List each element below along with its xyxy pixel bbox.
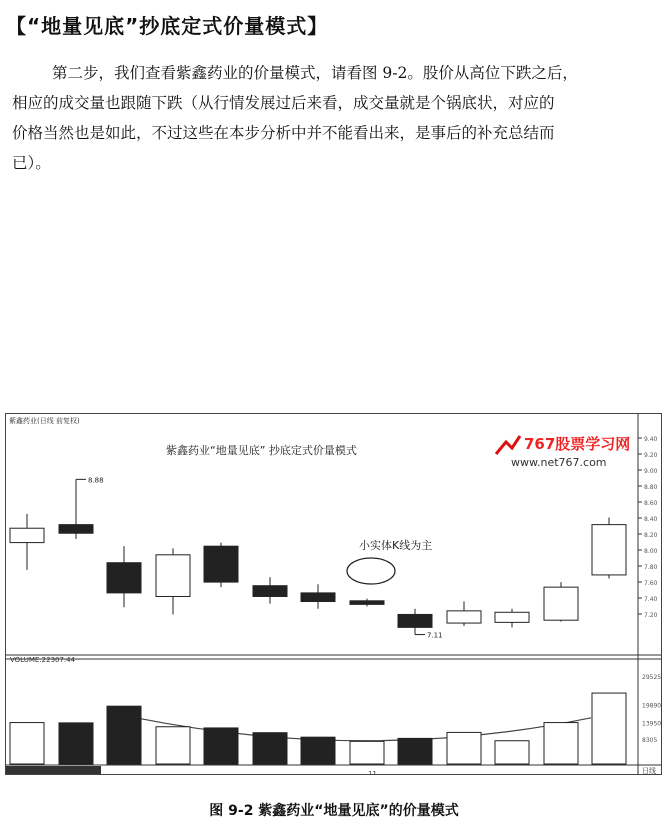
candle-body bbox=[495, 612, 529, 622]
volume-tick-label: 19890 bbox=[642, 702, 661, 710]
paragraph-line-3: 价格当然也是如此，不过这些在本步分析中并不能看出来，是事后的补充总结而 bbox=[12, 124, 555, 142]
candle bbox=[107, 546, 141, 607]
candle bbox=[253, 577, 287, 604]
scrollbar-thumb bbox=[6, 766, 101, 774]
price-tick-label: 9.40 bbox=[644, 436, 658, 443]
price-tick-label: 7.60 bbox=[644, 580, 658, 587]
candle bbox=[447, 602, 481, 626]
candle-body bbox=[59, 525, 93, 534]
price-tick-label: 7.80 bbox=[644, 564, 658, 571]
volume-bar bbox=[301, 737, 335, 764]
volume-label: VOLUME:22307.44 bbox=[10, 656, 76, 664]
volume-bar bbox=[350, 741, 384, 764]
watermark-brand: 767股票学习网 bbox=[524, 435, 631, 453]
volume-bar bbox=[495, 741, 529, 764]
volume-bar bbox=[398, 738, 432, 764]
candlestick-series bbox=[10, 479, 626, 634]
price-tick-label: 8.20 bbox=[644, 532, 658, 539]
volume-tick-label: 13950 bbox=[642, 720, 661, 728]
price-tick-label: 8.80 bbox=[644, 484, 658, 491]
price-tick-label: 8.00 bbox=[644, 548, 658, 555]
candle bbox=[544, 582, 578, 622]
paragraph-line-4: 已）。 bbox=[12, 154, 51, 172]
chart-header-label: 紫鑫药业(日线 前复权) bbox=[9, 417, 80, 425]
price-tick-label: 8.40 bbox=[644, 516, 658, 523]
candle-body bbox=[253, 586, 287, 597]
candle-body bbox=[447, 611, 481, 623]
watermark bbox=[488, 431, 630, 469]
chart-title: 紫鑫药业“地量见底” 抄底定式价量模式 bbox=[166, 444, 357, 457]
candle bbox=[204, 543, 238, 588]
volume-bar bbox=[592, 693, 626, 764]
candle-body bbox=[301, 593, 335, 602]
volume-bar bbox=[10, 723, 44, 764]
volume-bar bbox=[253, 733, 287, 764]
candle-body bbox=[156, 555, 190, 597]
candle bbox=[10, 514, 44, 570]
bottom-right-mark: 日线 bbox=[642, 767, 656, 774]
annotation-text: 小实体K线为主 bbox=[359, 539, 433, 552]
volume-bar bbox=[156, 727, 190, 764]
candle-body bbox=[350, 601, 384, 605]
price-axis-ticks bbox=[638, 436, 658, 619]
candle-body bbox=[10, 528, 44, 542]
candle bbox=[301, 584, 335, 608]
candle-body bbox=[398, 614, 432, 627]
candle bbox=[59, 479, 93, 539]
bottom-center-mark: 11 bbox=[368, 770, 377, 774]
watermark-url: www.net767.com bbox=[511, 456, 607, 469]
stock-chart bbox=[5, 413, 662, 775]
price-tick-label: 7.40 bbox=[644, 596, 658, 603]
candle-body bbox=[592, 525, 626, 575]
candle bbox=[156, 548, 190, 614]
section-heading: 【“地量见底”抄底定式价量模式】 bbox=[6, 14, 329, 38]
candle-body bbox=[544, 587, 578, 620]
figure-caption: 图 9-2 紫鑫药业“地量见底”的价量模式 bbox=[209, 803, 459, 819]
candle-body bbox=[107, 563, 141, 593]
chart-canvas bbox=[6, 414, 661, 774]
high-label: 8.88 bbox=[88, 476, 104, 485]
volume-tick-label: 29525 bbox=[642, 674, 661, 681]
candle bbox=[350, 599, 384, 607]
candle bbox=[592, 517, 626, 578]
paragraph-line-1: 第二步，我们查看紫鑫药业的价量模式，请看图 9-2。股价从高位下跌之后， bbox=[52, 64, 578, 82]
price-tick-label: 8.60 bbox=[644, 500, 658, 507]
volume-axis-ticks bbox=[642, 674, 661, 744]
volume-bar bbox=[544, 723, 578, 764]
annotation-ellipse bbox=[347, 558, 395, 584]
price-tick-label: 9.20 bbox=[644, 452, 658, 459]
paragraph-line-2: 相应的成交量也跟随下跌（从行情发展过后来看，成交量就是个锅底状，对应的 bbox=[12, 94, 555, 112]
volume-bar bbox=[59, 723, 93, 764]
candle bbox=[495, 609, 529, 628]
volume-bar bbox=[107, 706, 141, 764]
candle-body bbox=[204, 546, 238, 582]
price-tick-label: 9.00 bbox=[644, 468, 658, 475]
price-tick-label: 7.20 bbox=[644, 612, 658, 619]
extreme-labels bbox=[76, 476, 443, 639]
volume-bar bbox=[204, 728, 238, 764]
low-label: 7.11 bbox=[427, 631, 443, 640]
volume-tick-label: 8305 bbox=[642, 737, 658, 745]
volume-bar bbox=[447, 732, 481, 764]
